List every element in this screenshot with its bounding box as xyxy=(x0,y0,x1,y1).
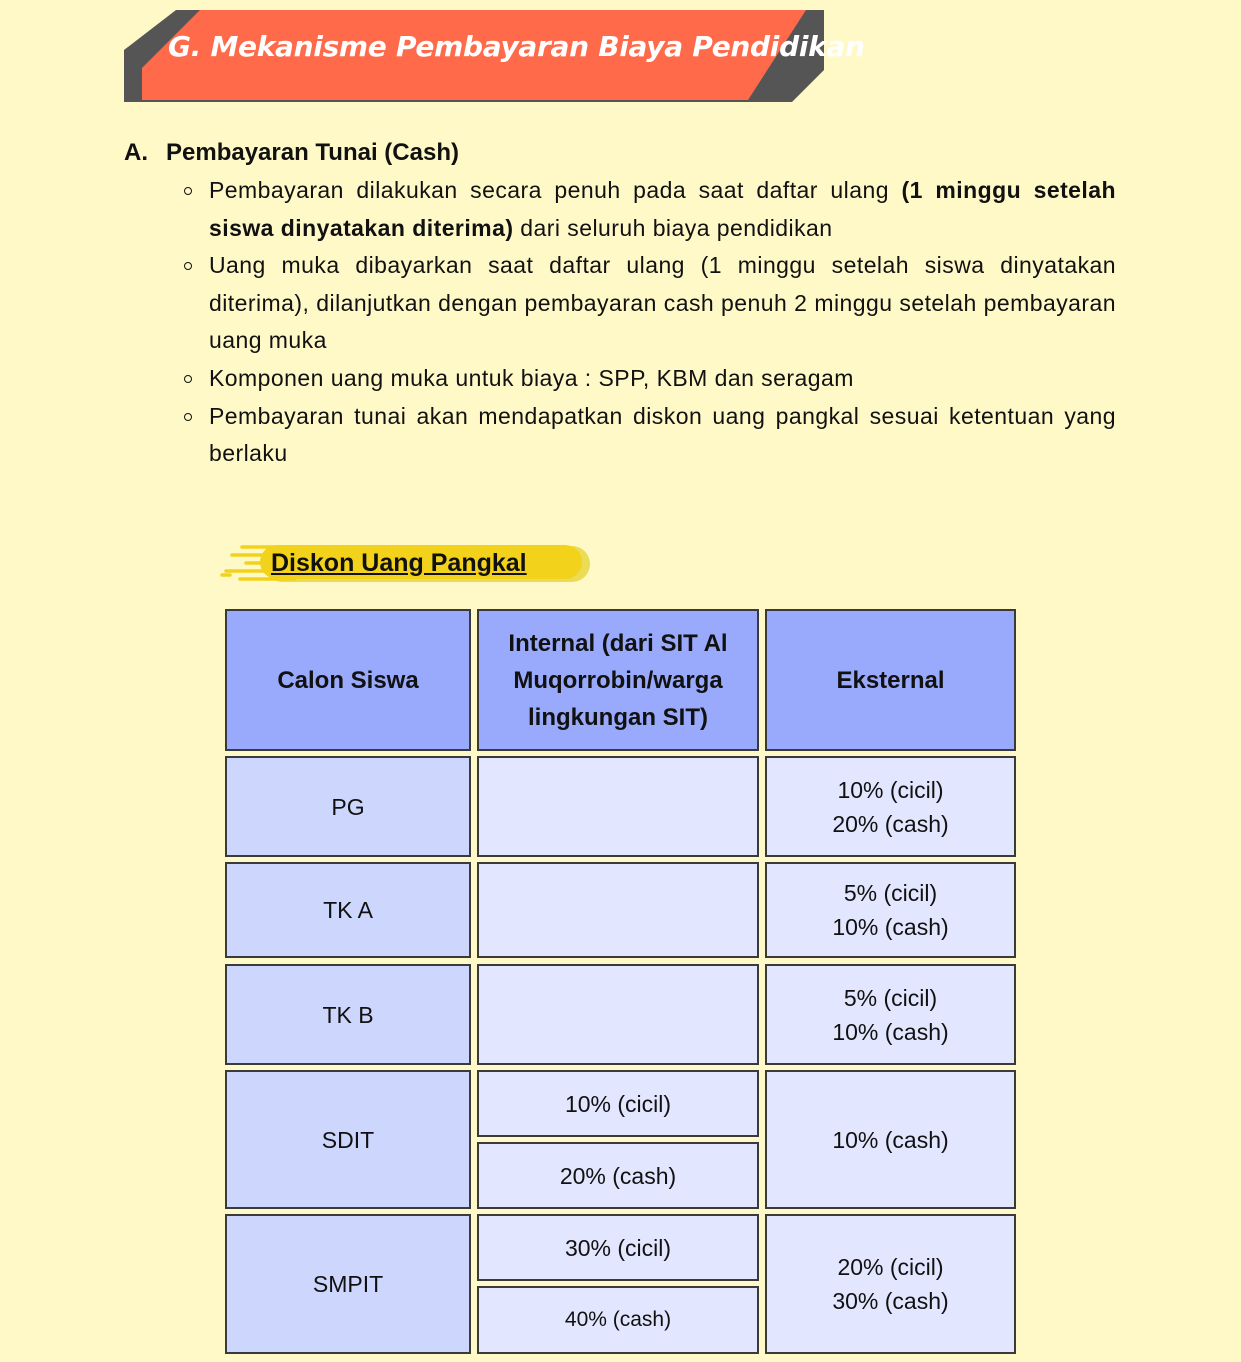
bullet-text: Pembayaran tunai akan mendapatkan diskon uang pangkal sesuai ketentuan yang berlaku xyxy=(209,402,1116,467)
internal-cell: 40% (cash) xyxy=(477,1286,759,1354)
section-heading xyxy=(124,139,459,167)
internal-cell: 10% (cicil) xyxy=(477,1070,759,1137)
internal-empty-cell xyxy=(477,964,759,1065)
external-cell xyxy=(765,756,1016,857)
external-cell: 10% (cash) xyxy=(765,1070,1016,1209)
discount-value: 5% (cicil) xyxy=(843,880,938,906)
internal-cell: 30% (cicil) xyxy=(477,1214,759,1281)
discount-value: 10% (cash) xyxy=(832,914,949,940)
discount-value: 5% (cicil) xyxy=(843,984,938,1011)
internal-empty-cell xyxy=(477,756,759,857)
bullet-icon xyxy=(184,413,192,421)
bullet-text: Komponen uang muka untuk biaya : SPP, KBM dan seragam xyxy=(209,364,854,391)
table-row-name: TK B xyxy=(225,964,471,1065)
table-row-name: SDIT xyxy=(225,1070,471,1209)
discount-value: 10% (cash) xyxy=(832,1018,949,1045)
table-row-name: PG xyxy=(225,756,471,857)
bullet-icon xyxy=(184,262,192,270)
list-item xyxy=(182,247,1116,360)
page-title: G. Mekanisme Pembayaran Biaya Pendidikan xyxy=(168,30,865,63)
bullet-text: Uang muka dibayarkan saat daftar ulang (1 minggu setelah siswa dinyatakan diterima), dilanjutkan dengan pembayaran cash penuh 2 minggu setelah pembayaran uang muka xyxy=(209,252,1116,354)
bullet-bold-text: (1 minggu setelah siswa dinyatakan diterima) xyxy=(209,177,1116,241)
bullet-text: Pembayaran dilakukan secara penuh pada saat daftar ulang xyxy=(209,177,902,203)
bullet-icon xyxy=(184,375,192,383)
table-row-name: TK A xyxy=(225,862,471,958)
table-header-calon-siswa: Calon Siswa xyxy=(225,609,471,751)
bullet-list xyxy=(182,172,1116,473)
discount-value: 20% (cash) xyxy=(832,810,949,837)
table-header-eksternal: Eksternal xyxy=(765,609,1016,751)
section-title: Pembayaran Tunai (Cash) xyxy=(166,139,459,166)
internal-cell: 20% (cash) xyxy=(477,1142,759,1209)
table-header-internal: Internal (dari SIT Al Muqorrobin/warga lingkungan SIT) xyxy=(477,609,759,751)
bullet-text: dari seluruh biaya pendidikan xyxy=(513,214,833,241)
list-item xyxy=(182,172,1116,247)
discount-value: 30% (cash) xyxy=(832,1288,949,1314)
discount-label-badge xyxy=(220,540,600,590)
section-letter: A. xyxy=(124,139,148,166)
list-item xyxy=(182,360,1116,398)
section-banner xyxy=(124,10,865,102)
bullet-icon xyxy=(184,187,192,195)
external-cell xyxy=(765,862,1016,958)
discount-label: Diskon Uang Pangkal xyxy=(271,549,527,577)
internal-empty-cell xyxy=(477,862,759,958)
discount-value: 20% (cicil) xyxy=(837,1254,944,1280)
external-cell xyxy=(765,1214,1016,1354)
table-row-name: SMPIT xyxy=(225,1214,471,1354)
external-cell xyxy=(765,964,1016,1065)
list-item xyxy=(182,398,1116,473)
discount-value: 10% (cicil) xyxy=(837,776,944,803)
